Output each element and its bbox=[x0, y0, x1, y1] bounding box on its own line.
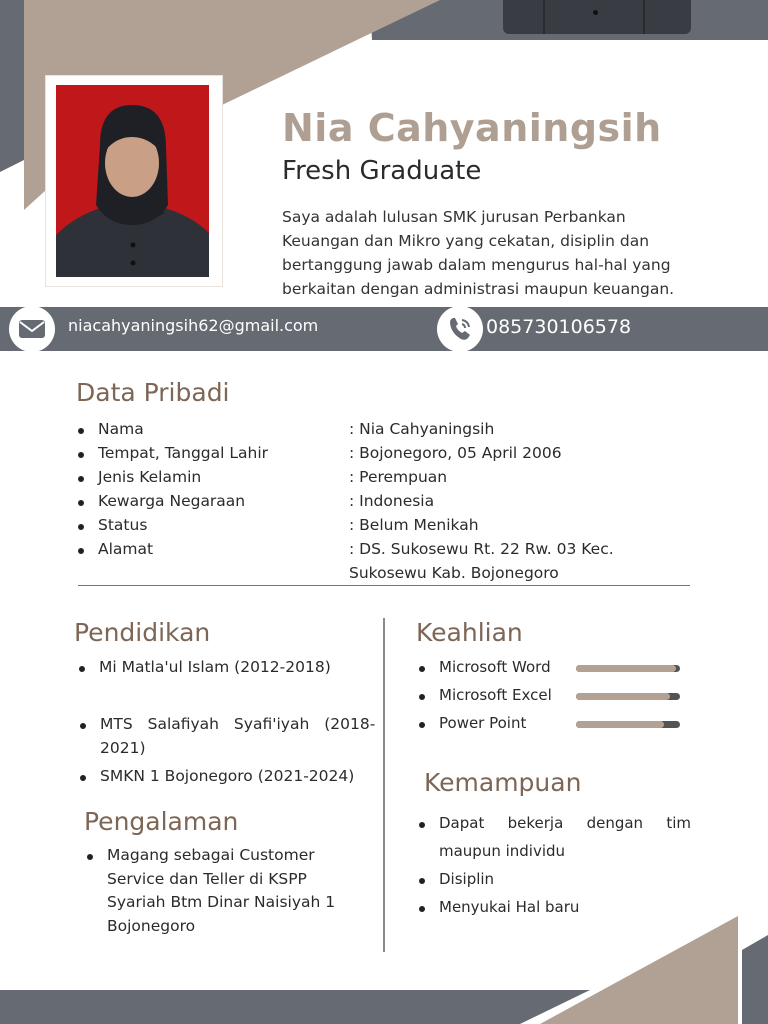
ability-item: Disiplin bbox=[439, 870, 495, 888]
personal-row-label: Kewarga Negaraan bbox=[98, 492, 246, 510]
section-title-abilities: Kemampuan bbox=[424, 768, 582, 797]
candidate-role: Fresh Graduate bbox=[282, 156, 482, 186]
bottom-grey-band bbox=[0, 990, 590, 1024]
profile-photo bbox=[56, 85, 209, 277]
skill-bar bbox=[576, 721, 680, 728]
profile-summary: Saya adalah lulusan SMK jurusan Perbankan Keuangan dan Mikro yang cekatan, disiplin dan bertanggung jawab dalam mengurus hal-hal yang berkaitan dengan administrasi maupun keuangan. bbox=[282, 208, 675, 298]
phone-link[interactable]: 085730106578 bbox=[486, 316, 632, 338]
personal-row-value-cont: Sukosewu Kab. Bojonegoro bbox=[349, 564, 559, 582]
education-item: Mi Matla'ul Islam (2012-2018) bbox=[99, 658, 331, 676]
section-title-personal: Data Pribadi bbox=[76, 378, 230, 407]
skill-bar bbox=[576, 693, 680, 700]
experience-item-cont: Service dan Teller di KSPP bbox=[107, 870, 307, 888]
column-divider bbox=[383, 618, 385, 952]
personal-row-value: : DS. Sukosewu Rt. 22 Rw. 03 Kec. bbox=[349, 540, 614, 558]
candidate-name: Nia Cahyaningsih bbox=[282, 106, 662, 150]
personal-row-label: Status bbox=[98, 516, 148, 534]
section-title-skills: Keahlian bbox=[416, 618, 523, 647]
education-item-cont: 2021) bbox=[100, 739, 146, 757]
personal-row-value: : Indonesia bbox=[349, 492, 435, 510]
skill-bar bbox=[576, 665, 680, 672]
skill-name: Power Point bbox=[439, 714, 527, 732]
skill-name: Microsoft Excel bbox=[439, 686, 552, 704]
ability-item: Dapat bekerja dengan tim bbox=[439, 814, 691, 832]
skill-bar-fill bbox=[576, 721, 664, 728]
top-photo-fragment bbox=[503, 0, 691, 34]
education-item: SMKN 1 Bojonegoro (2021-2024) bbox=[100, 767, 355, 785]
section-divider bbox=[78, 585, 690, 586]
portrait-illustration bbox=[56, 85, 209, 277]
personal-row-value: : Bojonegoro, 05 April 2006 bbox=[349, 444, 562, 462]
email-link[interactable]: niacahyaningsih62@gmail.com bbox=[68, 316, 319, 335]
personal-row-label: Jenis Kelamin bbox=[98, 468, 202, 486]
personal-row-value: : Perempuan bbox=[349, 468, 448, 486]
bottom-tan-shape bbox=[540, 916, 738, 1024]
top-left-grey-strip bbox=[0, 0, 24, 172]
ability-item-cont: maupun individu bbox=[439, 842, 566, 860]
skill-bar-fill bbox=[576, 665, 676, 672]
personal-row-value: : Nia Cahyaningsih bbox=[349, 420, 495, 438]
education-item: MTS Salafiyah Syafi'iyah (2018- bbox=[100, 715, 376, 733]
skill-bar-fill bbox=[576, 693, 670, 700]
personal-row-value: : Belum Menikah bbox=[349, 516, 479, 534]
experience-item-cont: Syariah Btm Dinar Naisiyah 1 bbox=[107, 893, 336, 911]
skill-name: Microsoft Word bbox=[439, 658, 551, 676]
section-title-experience: Pengalaman bbox=[84, 807, 239, 836]
personal-row-label: Tempat, Tanggal Lahir bbox=[98, 444, 269, 462]
experience-item-cont: Bojonegoro bbox=[107, 917, 196, 935]
envelope-icon bbox=[9, 306, 55, 352]
personal-row-label: Nama bbox=[98, 420, 144, 438]
section-title-education: Pendidikan bbox=[74, 618, 211, 647]
phone-icon bbox=[437, 306, 483, 352]
ability-item: Menyukai Hal baru bbox=[439, 898, 580, 916]
experience-item: Magang sebagai Customer bbox=[107, 846, 315, 864]
bottom-right-grey bbox=[742, 935, 768, 1024]
personal-row-label: Alamat bbox=[98, 540, 154, 558]
